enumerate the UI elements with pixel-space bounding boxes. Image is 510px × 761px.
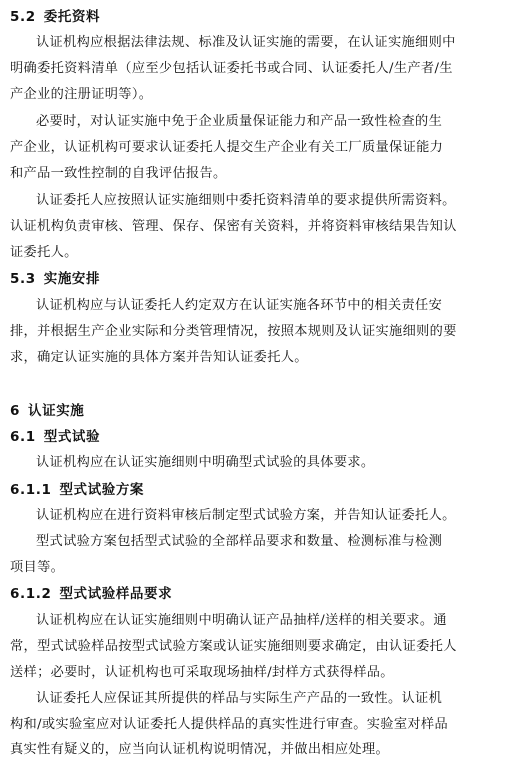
section-title: 型式试验 [43,429,101,445]
text-line: 认证机构应在进行资料审核后制定型式试验方案，并告知认证委托人。 [36,508,456,523]
section-number: 5.3 [10,271,36,287]
text-line: 认证委托人应保证其所提供的样品与实际生产产品的一致性。认证机 [36,691,443,706]
section-number: 5.2 [10,9,36,25]
section-number: 6 [10,403,20,419]
section-title: 型式试验方案 [59,482,145,498]
text-line: 产企业，认证机构可要求认证委托人提交生产企业有关工厂质量保证能力 [10,140,444,155]
section-title: 实施安排 [43,271,101,287]
section-heading-5-2 [10,8,100,26]
section-heading-6-1-2 [10,585,172,603]
text-line: 真实性有疑义的，应当向认证机构说明情况，并做出相应处理。 [10,742,390,757]
text-line: 认证机构应根据法律法规、标准及认证实施的需要，在认证实施细则中 [36,35,456,50]
section-title: 型式试验样品要求 [59,586,173,602]
text-line: 型式试验方案包括型式试验的全部样品要求和数量、检测标准与检测 [36,534,443,549]
section-title: 认证实施 [28,403,85,419]
text-line: 求，确定认证实施的具体方案并告知认证委托人。 [10,350,308,365]
section-number: 6.1.1 [10,482,52,498]
text-line: 认证委托人应按照认证实施细则中委托资料清单的要求提供所需资料。 [36,193,456,208]
text-line: 和产品一致性控制的自我评估报告。 [10,166,227,181]
text-line: 构和/或实验室应对认证委托人提供样品的真实性进行审查。实验室对样品 [10,717,448,732]
section-heading-6-1-1 [10,481,144,499]
text-line: 明确委托资料清单（应至少包括认证委托书或合同、认证委托人/生产者/生 [10,61,453,76]
text-line: 认证机构应与认证委托人约定双方在认证实施各环节中的相关责任安 [36,298,443,313]
text-line: 认证机构应在认证实施细则中明确认证产品抽样/送样的相关要求。通 [36,613,447,628]
text-line: 认证机构应在认证实施细则中明确型式试验的具体要求。 [36,455,375,470]
section-heading-5-3 [10,270,100,288]
section-heading-6-1 [10,428,100,446]
text-line: 常，型式试验样品按型式试验方案或认证实施细则要求确定，由认证委托人 [10,639,457,654]
section-title: 委托资料 [43,9,101,25]
text-line: 必要时，对认证实施中免于企业质量保证能力和产品一致性检查的生 [36,114,443,129]
text-line: 送样；必要时，认证机构也可采取现场抽样/封样方式获得样品。 [10,665,394,680]
text-line: 产企业的注册证明等）。 [10,87,153,102]
text-line: 排，并根据生产企业实际和分类管理情况，按照本规则及认证实施细则的要 [10,324,457,339]
text-line: 认证机构负责审核、管理、保存、保密有关资料，并将资料审核结果告知认 [10,219,457,234]
text-line: 项目等。 [10,560,65,575]
section-heading-6 [10,402,84,420]
section-number: 6.1 [10,429,36,445]
section-number: 6.1.2 [10,586,52,602]
text-line: 证委托人。 [10,245,78,260]
